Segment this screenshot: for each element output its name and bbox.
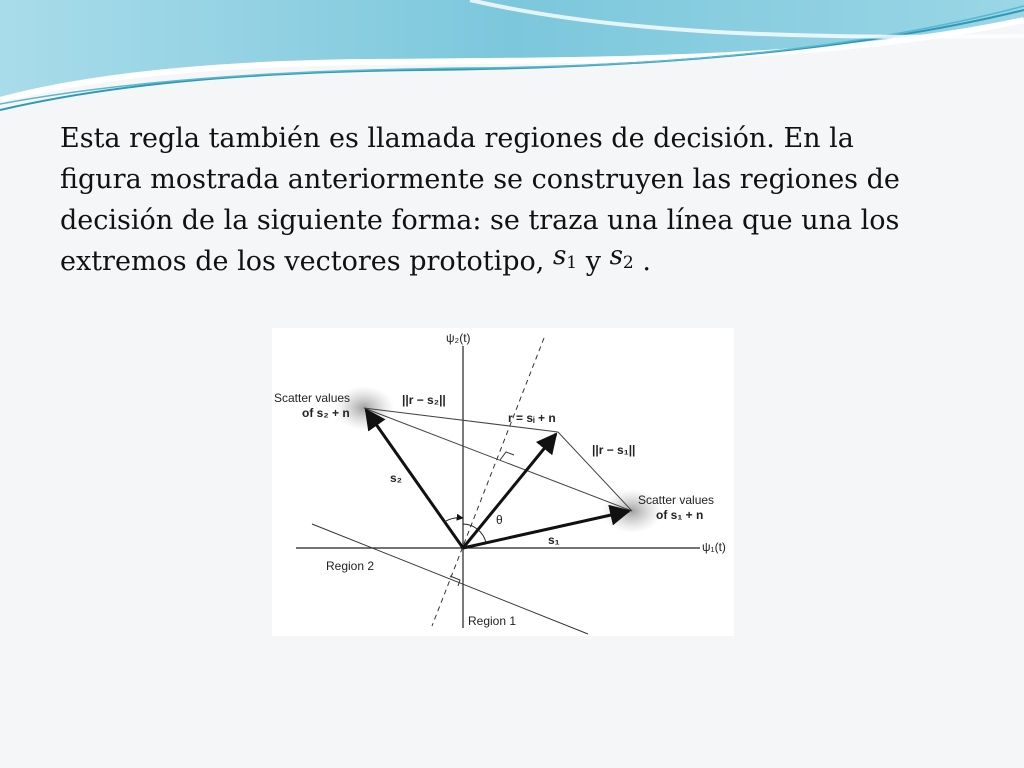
conjunction-y: y xyxy=(585,246,601,277)
vector-s1-symbol: $s_1$ xyxy=(552,241,578,273)
scatter1-label-line1: Scatter values xyxy=(638,493,715,507)
vector-s2-arrow xyxy=(366,410,463,548)
body-paragraph xyxy=(60,118,960,286)
scatter1-label-line2: of s₁ + n xyxy=(656,508,704,522)
region2-label: Region 2 xyxy=(326,559,375,573)
header-wave-decoration xyxy=(0,0,1024,120)
paragraph-line-3: decisión de la siguiente forma: se traza una línea que una los xyxy=(60,205,900,236)
theta-label: θ xyxy=(496,513,503,527)
region-separator-line xyxy=(312,524,588,634)
vector-s2-symbol: $s_2$ xyxy=(609,241,634,273)
psi2-axis-label: ψ₂(t) xyxy=(446,331,471,345)
scatter2-label-line1: Scatter values xyxy=(274,391,351,405)
right-angle-marker xyxy=(500,452,514,460)
decision-boundary-line xyxy=(432,338,544,626)
paragraph-line-1: Esta regla también es llamada regiones de decisión. En la xyxy=(60,123,854,154)
end-period: . xyxy=(642,246,651,277)
s2-vector-label: s₂ xyxy=(390,471,403,485)
region1-label: Region 1 xyxy=(468,614,517,628)
distance-r-s2-label: ||r − s₂|| xyxy=(402,393,446,407)
decision-regions-figure xyxy=(272,328,734,636)
paragraph-line-4-text: extremos de los vectores prototipo, xyxy=(60,246,545,277)
paragraph-line-2: figura mostrada anteriormente se construyen las regiones de xyxy=(60,164,900,195)
r-equals-label: r = sᵢ + n xyxy=(508,411,556,425)
paragraph-line-4 xyxy=(60,241,960,286)
decision-regions-diagram xyxy=(272,328,734,636)
scatter2-label-line2: of s₂ + n xyxy=(302,406,350,420)
s1-vector-label: s₁ xyxy=(548,533,560,547)
psi1-axis-label: ψ₁(t) xyxy=(702,540,726,554)
line-joining-prototypes xyxy=(364,408,632,511)
angle-arc-left xyxy=(444,518,463,522)
distance-r-s1-label: ||r − s₁|| xyxy=(592,443,636,457)
